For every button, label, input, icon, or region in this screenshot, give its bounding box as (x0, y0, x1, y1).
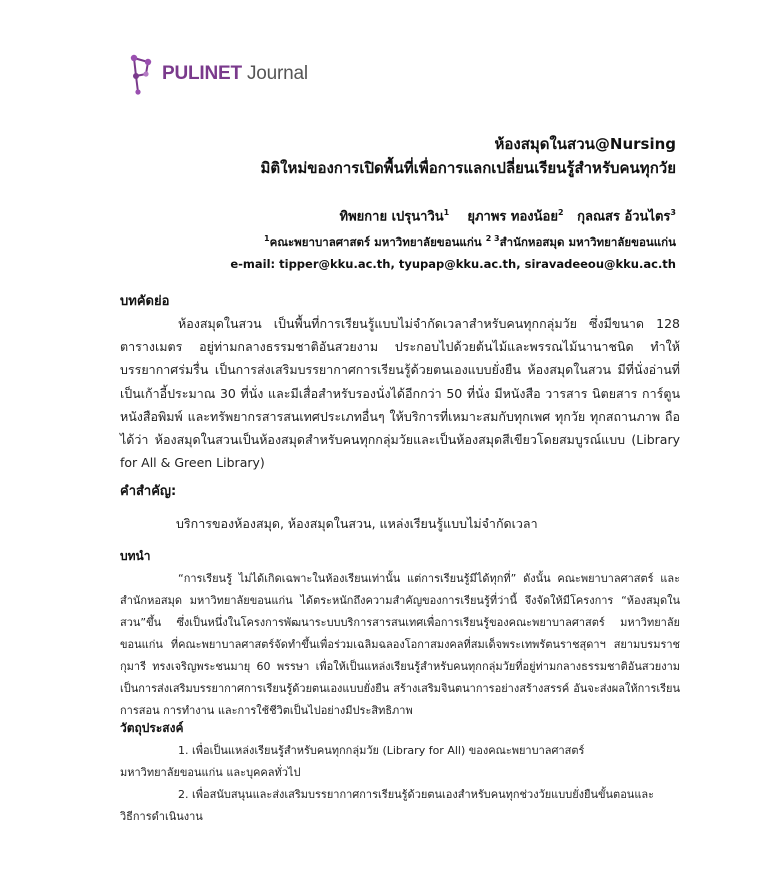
keywords-text: บริการของห้องสมุด, ห้องสมุดในสวน, แหล่งเรียนรู้แบบไม่จำกัดเวลา (176, 516, 538, 531)
author-3-sup: 3 (670, 208, 676, 217)
affiliation-2: สำนักหอสมุด มหาวิทยาลัยขอนแก่น (499, 235, 676, 250)
author-1-sup: 1 (443, 208, 450, 217)
journal-name-suffix: Journal (241, 63, 308, 84)
abstract-heading: บทคัดย่อ (120, 294, 170, 309)
author-block (230, 202, 676, 275)
objective-2-line-1: 2. เพื่อสนับสนุนและส่งเสริมบรรยากาศการเรียนรู้ด้วยตนเองสำหรับคนทุกช่วงวัยแบบยั่งยืนขั้นตอนและ (178, 788, 655, 801)
objectives-heading: วัตถุประสงค์ (120, 721, 184, 735)
journal-logo (128, 52, 308, 96)
author-emails: e-mail: tipper@kku.ac.th, tyupap@kku.ac.th, siravadeeou@kku.ac.th (230, 257, 676, 272)
affiliations (230, 228, 676, 253)
intro-heading: บทนำ (120, 549, 151, 563)
objective-1-line-2: มหาวิทยาลัยขอนแก่น และบุคคลทั่วไป (120, 766, 301, 779)
intro-text: “การเรียนรู้ ไม่ได้เกิดเฉพาะในห้องเรียนเท่านั้น แต่การเรียนรู้มีได้ทุกที่” ดังนั้น คณะพยาบาลศาสตร์ และสำนักหอสมุด มหาวิทยาลัยขอนแก่น ได้ตระหนักถึงความสำคัญของการเรียนรู้ที่ว่านี้ จึงจัดให้มีโครงการ “ห้องสมุดในสวน”ขึ้น ซึ่งเป็นหนึ่งในโครงการพัฒนาระบบบริการสารสนเทศเพื่อการเรียนรู้ของคณะพยาบาลศาสตร์ มหาวิทยาลัยขอนแก่น ที่คณะพยาบาลศาสตร์จัดทำขึ้นเพื่อร่วมเฉลิมฉลองโอกาสมงคลที่สมเด็จพระเทพรัตนราชสุดาฯ สยามบรมราชกุมารี ทรงเจริญพระชนมายุ 60 พรรษา เพื่อให้เป็นแหล่งเรียนรู้สำหรับคนทุกกลุ่มวัยที่อยู่ท่ามกลางธรรมชาติอันสวยงาม เป็นการส่งเสริมบรรยากาศการเรียนรู้ด้วยตนเองแบบยั่งยืน สร้างเสริมจินตนาการอย่างสร้างสรรค์ อันจะส่งผลให้การเรียนการสอน การทำงาน และการใช้ชีวิตเป็นไปอย่างมีประสิทธิภาพ (120, 572, 680, 717)
abstract-paragraph (120, 312, 680, 474)
title-line-2: มิติใหม่ของการเปิดพื้นที่เพื่อการแลกเปลี่ยนเรียนรู้สำหรับคนทุกวัย (260, 159, 676, 177)
objectives-list (120, 740, 680, 828)
title-line-1: ห้องสมุดในสวน@Nursing (494, 135, 676, 153)
author-2-sup: 2 (557, 208, 564, 217)
intro-paragraph (120, 568, 680, 722)
aff-1-sup: 1 (264, 234, 270, 244)
objective-1-line-1: 1. เพื่อเป็นแหล่งเรียนรู้สำหรับคนทุกกลุ่มวัย (Library for All) ของคณะพยาบาลศาสตร์ (178, 744, 585, 757)
paper-title (260, 132, 676, 180)
keywords-heading: คำสำคัญ: (120, 484, 177, 499)
journal-name-prefix: PULINET (162, 63, 242, 84)
objective-2-line-2: วิธีการดำเนินงาน (120, 810, 203, 823)
aff-2-sup: 2 3 (485, 234, 500, 244)
abstract-text: ห้องสมุดในสวน เป็นพื้นที่การเรียนรู้แบบไม่จำกัดเวลาสำหรับคนทุกกลุ่มวัย ซึ่งมีขนาด 128 ตารางเมตร อยู่ท่ามกลางธรรมชาติอันสวยงาม ประกอบไปด้วยต้นไม้และพรรณไม้นานาชนิด ทำให้บรรยากาศร่มรื่น เป็นการส่งเสริมบรรยากาศการเรียนรู้ด้วยตนเองแบบยั่งยืน ห้องสมุดในสวน มีที่นั่งอ่านที่เป็นเก้าอี้ประมาณ 30 ที่นั่ง และมีเสื่อสำหรับรองนั่งได้อีกกว่า 50 ที่นั่ง มีหนังสือ วารสาร นิตยสาร การ์ตูน หนังสือพิมพ์ และทรัพยากรสารสนเทศประเภทอื่นๆ ให้บริการที่เหมาะสมกับทุกเพศ ทุกวัย ทุกสถานภาพ ถือได้ว่า ห้องสมุดในสวนเป็นห้องสมุดสำหรับคนทุกกลุ่มวัยและเป็นห้องสมุดสีเขียวโดยสมบูรณ์แบบ (Library for All & Green Library) (120, 316, 680, 471)
objective-item-1 (120, 740, 680, 784)
molecule-logo-icon (128, 52, 158, 96)
author-1: ทิพยกาย เปรุนาวิน (339, 209, 444, 225)
author-names (230, 202, 676, 228)
objective-item-2 (120, 784, 680, 828)
author-3: กุลณสร อ้วนไตร (577, 209, 671, 225)
affiliation-1: คณะพยาบาลศาสตร์ มหาวิทยาลัยขอนแก่น (269, 235, 482, 250)
journal-name (162, 63, 308, 85)
author-2: ยุภาพร ทองน้อย (467, 209, 558, 225)
